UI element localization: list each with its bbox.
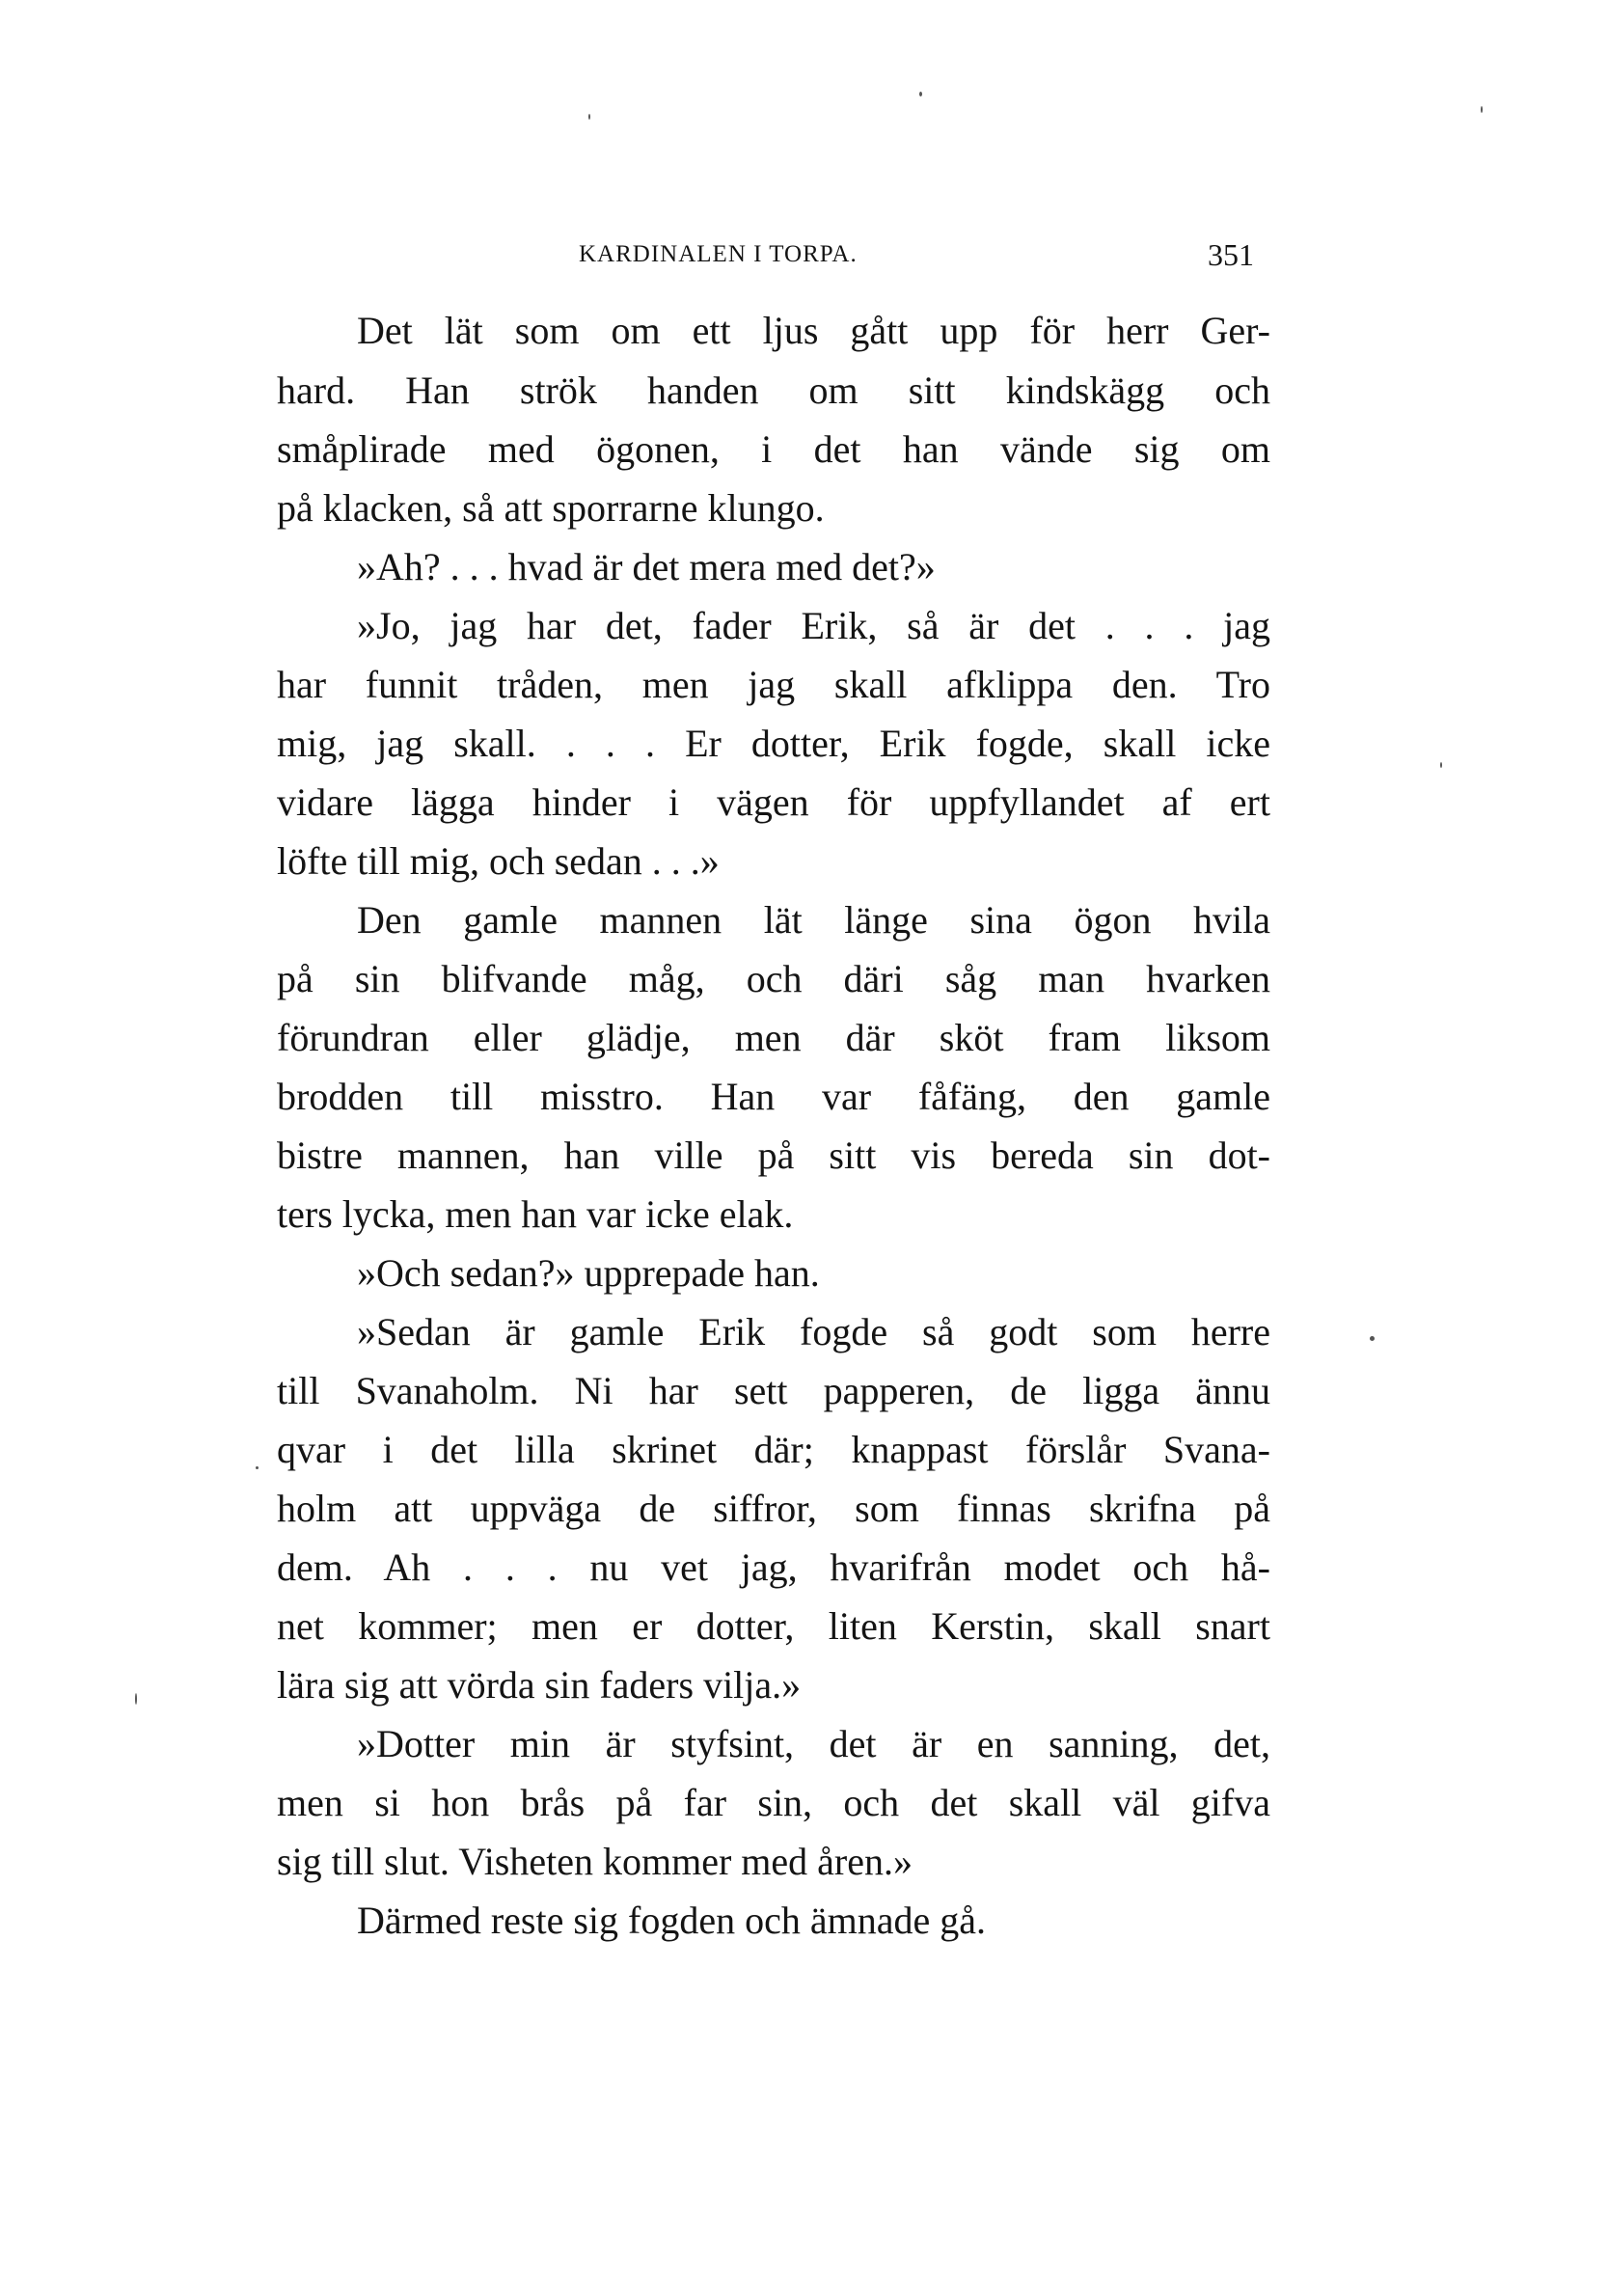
scan-speck: [588, 114, 590, 120]
text-line: holm att uppväga de siffror, som finnas skrifna på: [277, 1487, 1270, 1530]
scan-speck: [135, 1693, 137, 1705]
text-line: »Sedan är gamle Erik fogde så godt som herre: [357, 1310, 1270, 1353]
text-line: förundran eller glädje, men där sköt fram liksom: [277, 1016, 1270, 1059]
text-line: brodden till misstro. Han var fåfäng, den gamle: [277, 1075, 1270, 1118]
text-line: »Och sedan?» upprepade han.: [357, 1251, 820, 1295]
scan-speck: [919, 92, 922, 96]
text-line: har funnit tråden, men jag skall afklippa den. Tro: [277, 663, 1270, 706]
text-line: qvar i det lilla skrinet där; knappast förslår Svana-: [277, 1428, 1270, 1471]
running-title: KARDINALEN I TORPA.: [579, 241, 858, 267]
running-head: [540, 237, 1254, 276]
scan-speck: [1440, 762, 1442, 768]
text-line: ters lycka, men han var icke elak.: [277, 1192, 794, 1236]
scan-speck: [256, 1466, 259, 1469]
text-line: »Ah? . . . hvad är det mera med det?»: [357, 545, 936, 588]
text-line: mig, jag skall. . . . Er dotter, Erik fogde, skall icke: [277, 722, 1270, 765]
text-line: på sin blifvande måg, och däri såg man hvarken: [277, 957, 1270, 1000]
text-line: Det lät som om ett ljus gått upp för herr Ger-: [357, 309, 1270, 352]
text-line: »Dotter min är styfsint, det är en sanning, det,: [357, 1722, 1270, 1765]
page-number: 351: [1208, 237, 1254, 272]
text-line: men si hon brås på far sin, och det skall väl gifva: [277, 1781, 1270, 1824]
text-line: Den gamle mannen lät länge sina ögon hvila: [357, 898, 1270, 942]
text-line: på klacken, så att sporrarne klungo.: [277, 486, 825, 530]
text-line: Därmed reste sig fogden och ämnade gå.: [357, 1899, 986, 1942]
text-line: dem. Ah . . . nu vet jag, hvarifrån modet och hå-: [277, 1545, 1270, 1589]
text-line: småplirade med ögonen, i det han vände sig om: [277, 427, 1270, 471]
scan-speck: [1481, 106, 1483, 113]
text-line: bistre mannen, han ville på sitt vis bereda sin dot-: [277, 1134, 1270, 1177]
text-line: net kommer; men er dotter, liten Kerstin, skall snart: [277, 1604, 1270, 1648]
text-line: lära sig att vörda sin faders vilja.»: [277, 1663, 802, 1707]
text-line: till Svanaholm. Ni har sett papperen, de ligga ännu: [277, 1369, 1270, 1412]
text-line: vidare lägga hinder i vägen för uppfyllandet af ert: [277, 780, 1270, 824]
text-line: hard. Han strök handen om sitt kindskägg och: [277, 369, 1270, 412]
text-line: »Jo, jag har det, fader Erik, så är det . . . jag: [357, 604, 1270, 647]
text-line: löfte till mig, och sedan . . .»: [277, 839, 720, 883]
text-line: sig till slut. Visheten kommer med åren.»: [277, 1840, 913, 1883]
scan-speck: [1370, 1336, 1375, 1341]
